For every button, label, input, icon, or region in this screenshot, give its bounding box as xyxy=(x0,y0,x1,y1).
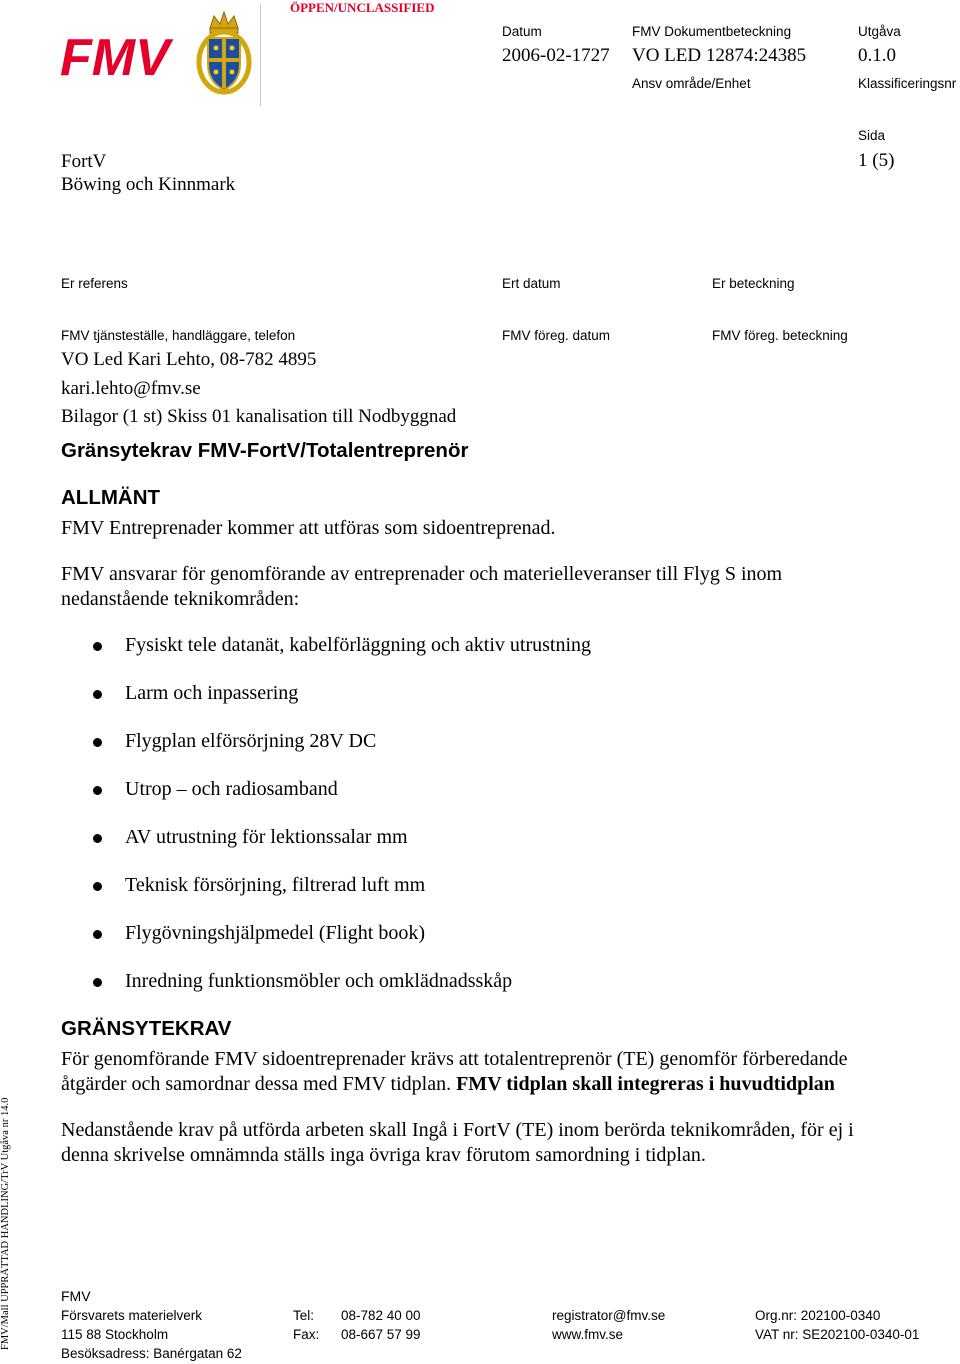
list-item-text: Teknisk försörjning, filtrerad luft mm xyxy=(125,874,426,896)
bullet-icon xyxy=(93,930,102,939)
paragraph-2-line-1: FMV ansvarar för genomförande av entreprenader och materielleveranser till Flyg S inom xyxy=(61,563,783,585)
fmv-logo xyxy=(58,28,198,89)
paragraph-3-line-1: För genomförande FMV sidoentreprenader krävs att totalentreprenör (TE) genomför förberedande xyxy=(61,1048,848,1070)
footer-tel-label: Tel: xyxy=(293,1308,315,1323)
footer-orgnr: Org.nr: 202100-0340 xyxy=(755,1308,881,1323)
paragraph-2-line-2: nedanstående teknikområden: xyxy=(61,588,300,610)
doc-number-value: VO LED 12874:24385 xyxy=(632,45,807,66)
er-beteckning-label: Er beteckning xyxy=(712,276,795,291)
contact-email[interactable]: kari.lehto@fmv.se xyxy=(61,378,201,399)
list-item-text: Inredning funktionsmöbler och omklädnadsskåp xyxy=(125,970,513,992)
bullet-icon xyxy=(93,690,102,699)
fmv-logo-text: FMV xyxy=(60,29,170,84)
utgava-value: 0.1.0 xyxy=(858,45,896,66)
datum-label: Datum xyxy=(502,24,542,39)
bullet-icon xyxy=(93,786,102,795)
bullet-icon xyxy=(93,882,102,891)
footer-org: FMV xyxy=(61,1288,91,1304)
section-heading-gransytekrav: GRÄNSYTEKRAV xyxy=(61,1017,232,1040)
list-item-text: AV utrustning för lektionssalar mm xyxy=(125,826,408,848)
klassificeringsnr-label: Klassificeringsnr xyxy=(858,76,957,91)
list-item-text: Fysiskt tele datanät, kabelförläggning och aktiv utrustning xyxy=(125,634,592,656)
footer-tel-value: 08-782 40 00 xyxy=(341,1308,421,1323)
paragraph-3-normal-text: åtgärder och samordnar dessa med FMV tidplan. xyxy=(61,1073,457,1095)
document-title: Gränsytekrav FMV-FortV/Totalentreprenör xyxy=(61,439,469,462)
recipient-line-2: Böwing och Kinnmark xyxy=(61,174,236,195)
sida-label: Sida xyxy=(858,128,886,143)
fmv-logo-mark xyxy=(58,28,198,84)
crown-emblem-icon xyxy=(196,10,252,103)
template-side-note: FMV/Mall UPPRÄTTAD HANDLING/TrV Utgåva nr 14.0 xyxy=(0,1097,11,1350)
fmv-contact-label: FMV tjänsteställe, handläggare, telefon xyxy=(61,328,296,343)
footer-fax-label: Fax: xyxy=(293,1327,320,1342)
sida-value: 1 (5) xyxy=(858,150,895,171)
list-item-text: Flygplan elförsörjning 28V DC xyxy=(125,730,377,752)
list-item-text: Larm och inpassering xyxy=(125,682,299,704)
footer-website[interactable]: www.fmv.se xyxy=(552,1327,624,1342)
paragraph-3-bold-text: FMV tidplan skall integreras i huvudtidplan xyxy=(456,1073,835,1095)
ansv-omrade-label: Ansv område/Enhet xyxy=(632,76,751,91)
utgava-label: Utgåva xyxy=(858,24,901,39)
paragraph-1: FMV Entreprenader kommer att utföras som sidoentreprenad. xyxy=(61,517,556,539)
footer-fax-value: 08-667 57 99 xyxy=(341,1327,421,1342)
bullet-icon xyxy=(93,738,102,747)
fmv-foreg-beteckning-label: FMV föreg. beteckning xyxy=(712,328,848,343)
ert-datum-label: Ert datum xyxy=(502,276,561,291)
list-item-text: Utrop – och radiosamband xyxy=(125,778,338,800)
fmv-foreg-datum-label: FMV föreg. datum xyxy=(502,328,611,343)
footer-vat: VAT nr: SE202100-0340-01 xyxy=(755,1327,920,1342)
footer-visit-address: Besöksadress: Banérgatan 62 xyxy=(61,1346,242,1361)
doc-number-label: FMV Dokumentbeteckning xyxy=(632,24,792,39)
logo-divider xyxy=(260,4,261,106)
section-heading-allmant: ALLMÄNT xyxy=(61,486,161,509)
contact-person: VO Led Kari Lehto, 08-782 4895 xyxy=(61,349,317,370)
paragraph-4-line-2: denna skrivelse omnämnda ställs inga övriga krav förutom samordning i tidplan. xyxy=(61,1144,706,1166)
footer-address: 115 88 Stockholm xyxy=(61,1327,169,1342)
bullet-icon xyxy=(93,642,102,651)
paragraph-4-line-1: Nedanstående krav på utförda arbeten skall Ingå i FortV (TE) inom berörda teknikområden, för ej i xyxy=(61,1119,854,1141)
footer-org-name: Försvarets materielverk xyxy=(61,1308,203,1323)
paragraph-3-line-2 xyxy=(61,1072,835,1097)
list-item-text: Flygövningshjälpmedel (Flight book) xyxy=(125,922,425,944)
recipient-line-1: FortV xyxy=(61,151,107,172)
bullet-icon xyxy=(93,834,102,843)
attachments-line: Bilagor (1 st) Skiss 01 kanalisation till Nodbyggnad xyxy=(61,406,457,427)
datum-value: 2006-02-1727 xyxy=(502,45,610,66)
classification-banner: ÖPPEN/UNCLASSIFIED xyxy=(290,0,435,15)
bullet-icon xyxy=(93,978,102,987)
footer-email[interactable]: registrator@fmv.se xyxy=(552,1308,666,1323)
er-referens-label: Er referens xyxy=(61,276,128,291)
